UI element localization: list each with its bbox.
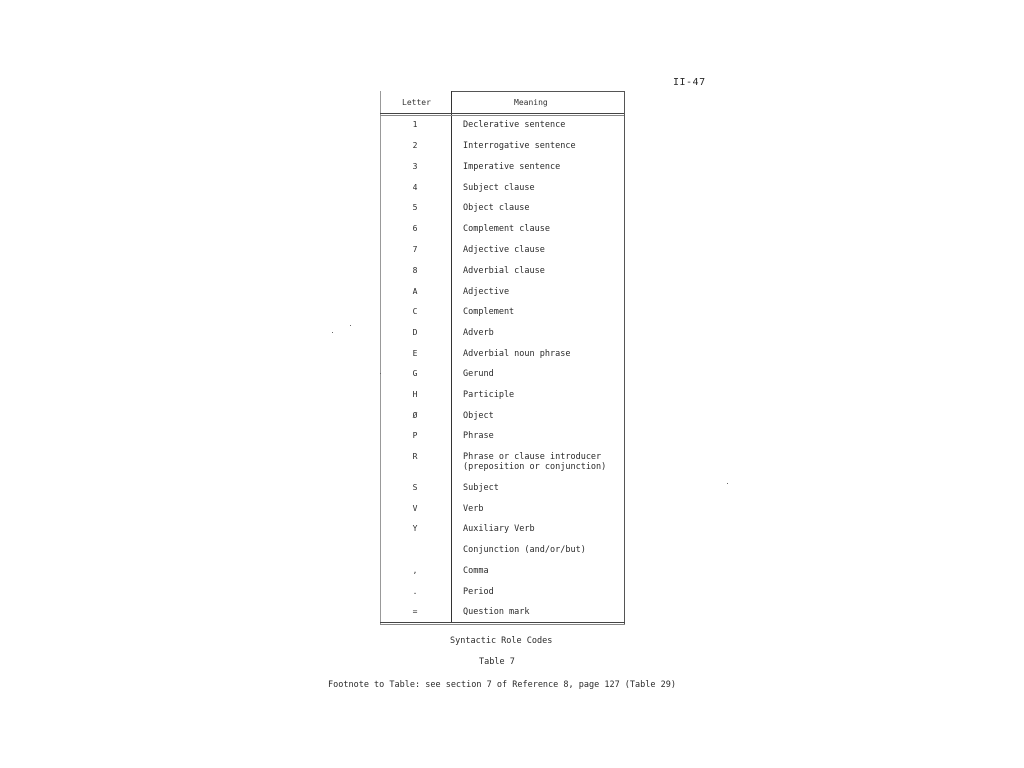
row-meaning: Auxiliary Verb	[463, 524, 535, 534]
row-code: S	[412, 483, 418, 492]
table-left-border	[380, 91, 381, 624]
row-meaning: Comma	[463, 566, 489, 576]
scan-speck	[380, 373, 381, 374]
row-meaning: Adjective clause	[463, 245, 545, 255]
row-meaning: Interrogative sentence	[463, 141, 576, 151]
table-footnote: Footnote to Table: see section 7 of Reference 8, page 127 (Table 29)	[328, 680, 676, 690]
scan-speck	[727, 483, 728, 484]
row-code: 6	[412, 224, 418, 233]
row-meaning: Complement	[463, 307, 515, 317]
row-meaning: Verb	[463, 504, 484, 514]
row-meaning: Object	[463, 411, 494, 421]
row-code: 4	[412, 183, 418, 192]
row-meaning: Adverbial noun phrase	[463, 349, 571, 359]
row-code: H	[412, 390, 418, 399]
column-divider	[451, 91, 452, 622]
row-meaning: Imperative sentence	[463, 162, 561, 172]
row-meaning: Adjective	[463, 287, 510, 297]
row-code: 7	[412, 245, 418, 254]
scan-speck	[350, 325, 351, 326]
row-code: 5	[412, 203, 418, 212]
table-top-rule	[452, 91, 624, 92]
row-meaning: Object clause	[463, 203, 530, 213]
header-rule-double	[380, 115, 624, 116]
row-meaning: Participle	[463, 390, 515, 400]
row-code: C	[412, 307, 418, 316]
row-meaning: Complement clause	[463, 224, 550, 234]
syntactic-role-codes-table	[380, 91, 625, 624]
column-header-meaning: Meaning	[514, 98, 548, 107]
row-code: P	[412, 431, 418, 440]
row-code: 2	[412, 141, 418, 150]
table-bottom-rule-double	[380, 624, 625, 625]
page-number: II-47	[673, 77, 706, 88]
row-code: 1	[412, 120, 418, 129]
row-meaning: Question mark	[463, 607, 530, 617]
table-title: Syntactic Role Codes	[450, 636, 553, 646]
row-code: D	[412, 328, 418, 337]
row-meaning: Period	[463, 587, 494, 597]
row-code: .	[412, 587, 418, 596]
row-meaning: Adverbial clause	[463, 266, 545, 276]
row-meaning: Phrase	[463, 431, 494, 441]
table-right-border	[624, 91, 625, 624]
row-code: A	[412, 287, 418, 296]
row-code: R	[412, 452, 418, 461]
row-code: ,	[412, 566, 418, 575]
header-rule	[380, 113, 624, 114]
row-meaning: Subject clause	[463, 183, 535, 193]
row-code: 8	[412, 266, 418, 275]
row-meaning: Subject	[463, 483, 499, 493]
row-code: Ø	[412, 411, 418, 420]
row-code: E	[412, 349, 418, 358]
row-meaning: Conjunction (and/or/but)	[463, 545, 586, 555]
table-bottom-rule	[380, 622, 625, 623]
column-header-letter: Letter	[402, 98, 431, 107]
row-code: V	[412, 504, 418, 513]
row-meaning: Declerative sentence	[463, 120, 566, 130]
row-code: G	[412, 369, 418, 378]
row-code: =	[412, 607, 418, 616]
row-meaning: Gerund	[463, 369, 494, 379]
row-code: Y	[412, 524, 418, 533]
row-code: 3	[412, 162, 418, 171]
row-meaning: Adverb	[463, 328, 494, 338]
row-meaning: Phrase or clause introducer (preposition or conjunction)	[463, 452, 607, 472]
scan-speck	[332, 332, 333, 333]
table-label: Table 7	[479, 657, 515, 667]
